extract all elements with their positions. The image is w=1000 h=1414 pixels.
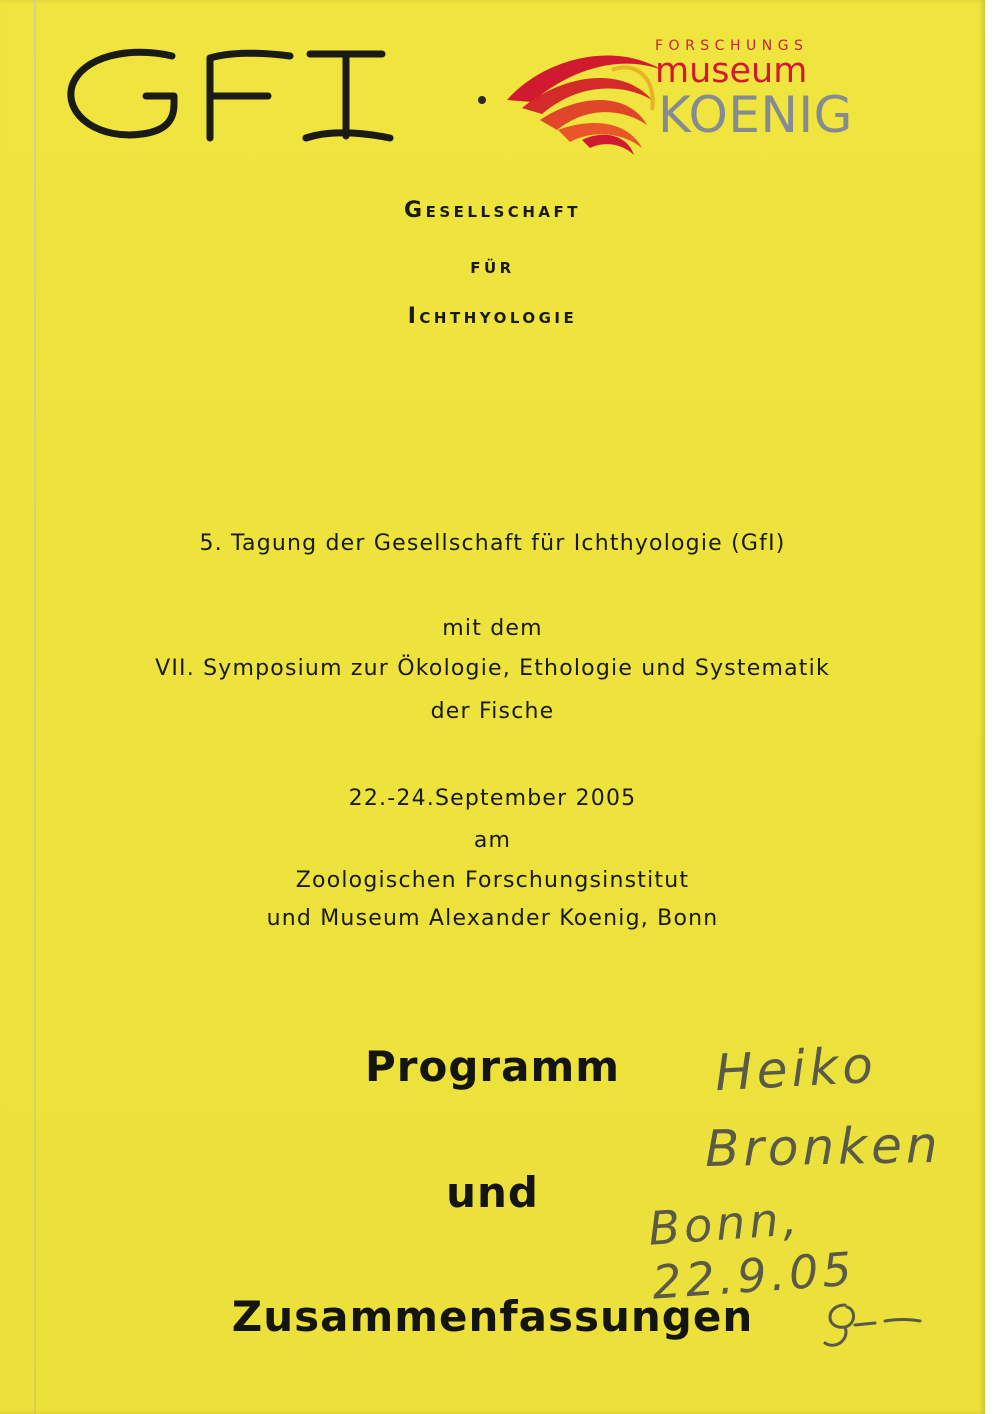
title-programm: Programm (365, 1042, 620, 1091)
gfi-letter-g (71, 52, 174, 135)
event-date: 22.-24.September 2005 (348, 786, 637, 811)
title-zusammenfassungen: Zusammenfassungen (231, 1292, 754, 1341)
gfi-letter-i (306, 54, 390, 138)
logo-forschungs: FORSCHUNGS (655, 38, 809, 54)
event-at: am (473, 828, 512, 853)
org-line-2: für (470, 254, 515, 279)
event-line-3: VII. Symposium zur Ökologie, Ethologie und Systematik (155, 656, 830, 681)
handwritten-name-last: Bronken (704, 1115, 943, 1179)
org-line-1: Gesellschaft (404, 198, 581, 223)
logo-koenig: KOENIG (658, 86, 853, 144)
venue-line-2: und Museum Alexander Koenig, Bonn (266, 906, 719, 931)
handwritten-name-first: Heiko (713, 1035, 879, 1103)
event-line-4: der Fische (430, 699, 555, 724)
org-line-3: Ichthyologie (407, 304, 578, 329)
museum-koenig-wordmark (655, 38, 945, 144)
venue-line-1: Zoologischen Forschungsinstitut (295, 868, 690, 893)
logo-museum: museum (655, 51, 808, 91)
gfi-logo (60, 38, 400, 148)
gfi-letter-f (210, 53, 290, 138)
handwritten-signature (815, 1285, 925, 1360)
title-und: und (446, 1168, 539, 1217)
event-line-1: 5. Tagung der Gesellschaft für Ichthyologie (GfI) (199, 531, 786, 556)
handwritten-place-date: Bonn, 22.9.05 (646, 1191, 858, 1310)
event-line-2: mit dem (442, 616, 543, 641)
